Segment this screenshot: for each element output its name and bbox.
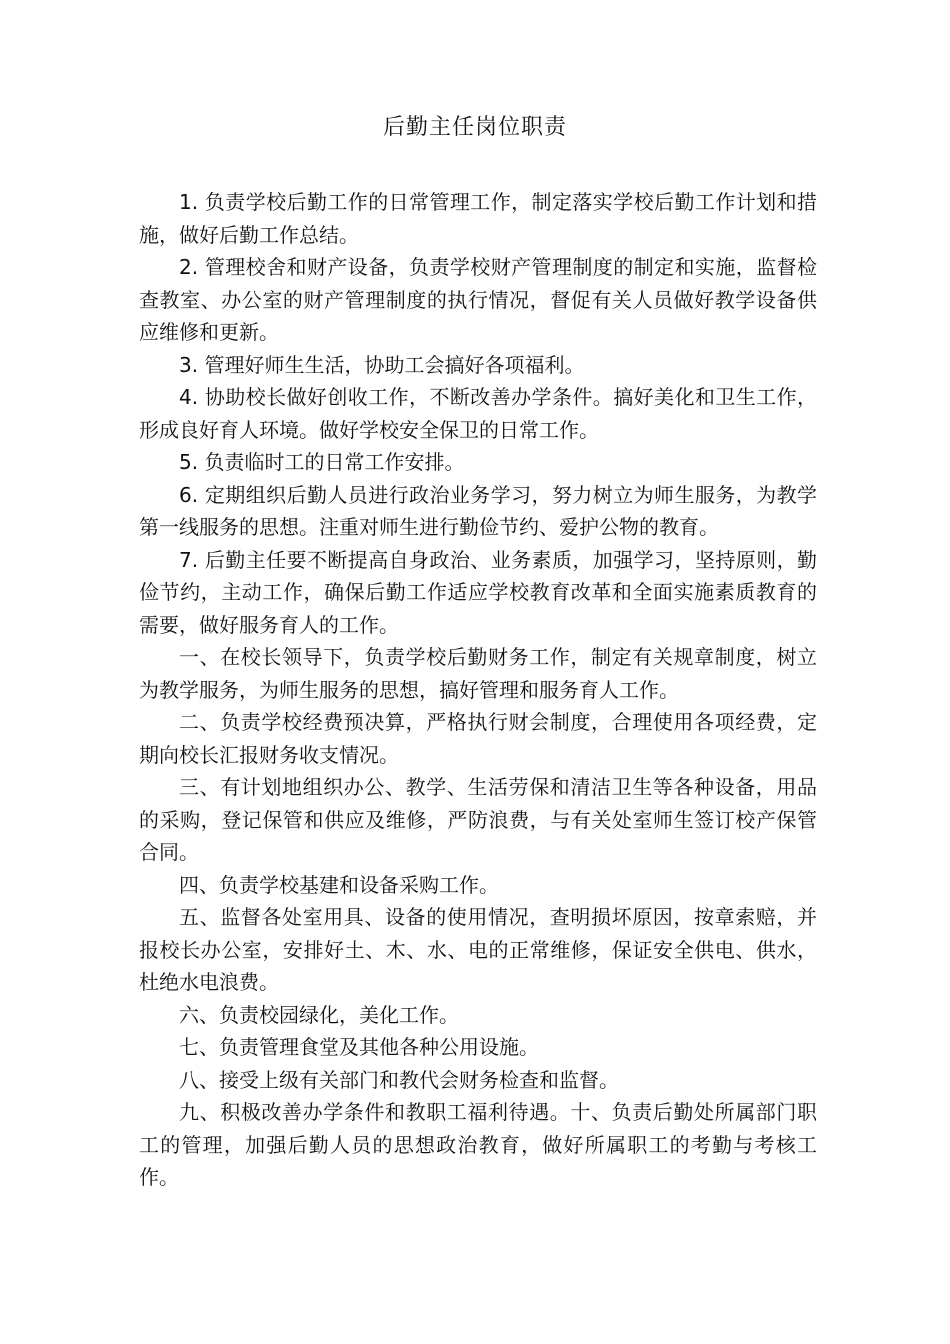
paragraph-item-5: 五、监督各处室用具、设备的使用情况，查明损坏原因，按章索赔，并报校长办公室，安排好土、木、水、电的正常维修，保证安全供电、供水，杜绝水电浪费。 (139, 905, 817, 994)
paragraph-item-7: 七、负责管理食堂及其他各种公用设施。 (179, 1035, 539, 1059)
paragraph-item-9: 九、积极改善办学条件和教职工福利待遇。十、负责后勤处所属部门职工的管理，加强后勤人员的思想政治教育，做好所属职工的考勤与考核工作。 (139, 1100, 817, 1189)
paragraph-7: 7. 后勤主任要不断提高自身政治、业务素质，加强学习，坚持原则，勤俭节约，主动工作，确保后勤工作适应学校教育改革和全面实施素质教育的需要，做好服务育人的工作。 (139, 547, 817, 637)
document-title: 后勤主任岗位职责 (382, 115, 567, 140)
paragraph-item-8: 八、接受上级有关部门和教代会财务检查和监督。 (179, 1067, 619, 1092)
paragraph-5: 5. 负责临时工的日常工作安排。 (179, 450, 465, 474)
paragraph-item-4: 四、负责学校基建和设备采购工作。 (179, 872, 499, 897)
paragraph-item-3: 三、有计划地组织办公、教学、生活劳保和清洁卫生等各种设备，用品的采购，登记保管和供应及维修，严防浪费，与有关处室师生签订校产保管合同。 (139, 775, 817, 864)
paragraph-item-6: 六、负责校园绿化，美化工作。 (179, 1002, 459, 1027)
paragraph-3: 3. 管理好师生生活，协助工会搞好各项福利。 (179, 352, 585, 377)
paragraph-2: 2. 管理校舍和财产设备，负责学校财产管理制度的制定和实施，监督检查教室、办公室的财产管理制度的执行情况，督促有关人员做好教学设备供应维修和更新。 (139, 255, 817, 344)
document-body (139, 186, 817, 1194)
paragraph-6: 6. 定期组织后勤人员进行政治业务学习，努力树立为师生服务，为教学第一线服务的思想。注重对师生进行勤俭节约、爱护公物的教育。 (139, 482, 817, 539)
paragraph-item-2: 二、负责学校经费预决算，严格执行财会制度，合理使用各项经费，定期向校长汇报财务收支情况。 (139, 710, 817, 767)
paragraph-4: 4. 协助校长做好创收工作，不断改善办学条件。搞好美化和卫生工作，形成良好育人环境。做好学校安全保卫的日常工作。 (139, 385, 817, 442)
paragraph-1: 1. 负责学校后勤工作的日常管理工作，制定落实学校后勤工作计划和措施，做好后勤工作总结。 (139, 190, 817, 247)
paragraph-item-1: 一、在校长领导下，负责学校后勤财务工作，制定有关规章制度，树立为教学服务，为师生服务的思想，搞好管理和服务育人工作。 (139, 645, 817, 702)
